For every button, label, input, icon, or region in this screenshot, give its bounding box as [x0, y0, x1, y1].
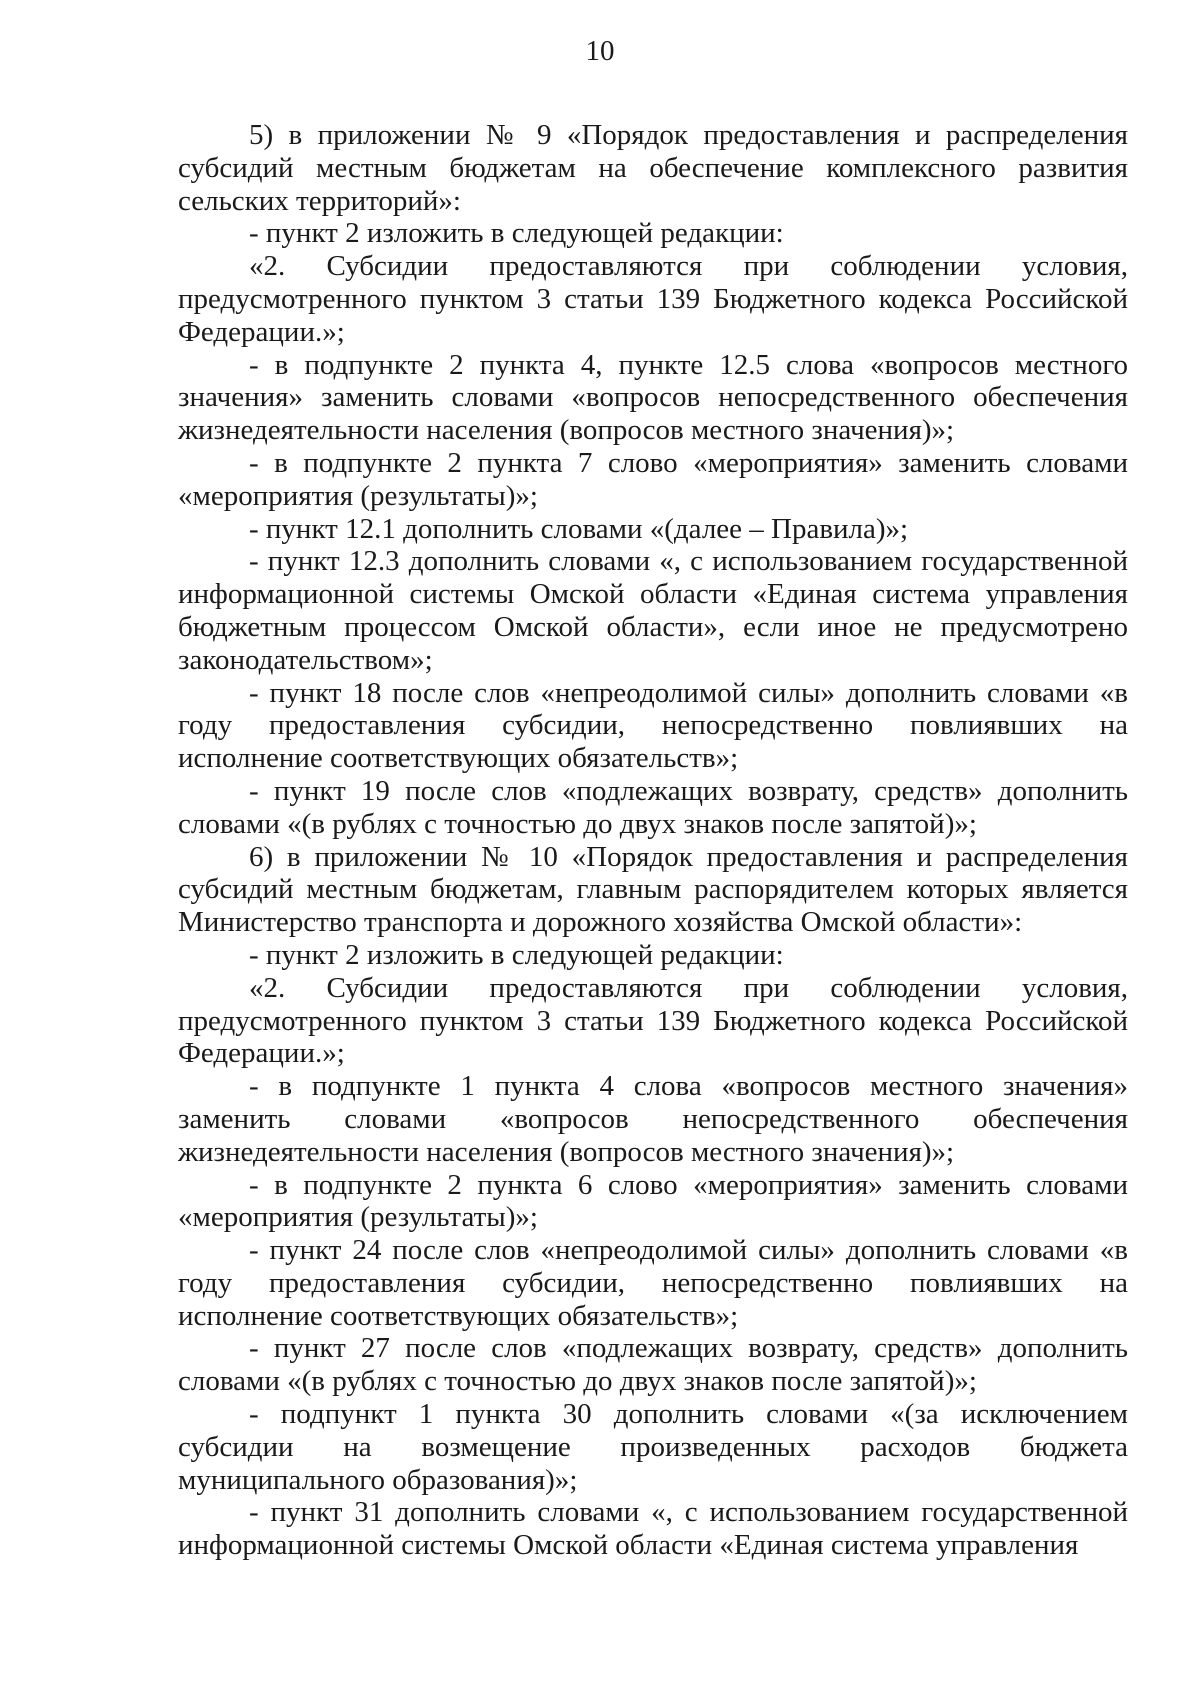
- paragraph-amendment: - пункт 18 после слов «непреодолимой силы» дополнить словами «в году предоставления субсидии, непосредственно повлиявших на исполнение соответствующих обязательств»;: [178, 676, 1128, 775]
- paragraph-amendment: - пункт 12.1 дополнить словами «(далее – Правила)»;: [249, 512, 909, 545]
- paragraph-amendment: - в подпункте 1 пункта 4 слова «вопросов местного значения» заменить словами «вопросов непосредственного обеспечения жизнедеятельности населения (вопросов местного значения)»;: [178, 1070, 1128, 1168]
- paragraph-point-2-intro: - пункт 2 изложить в следующей редакции:: [249, 938, 784, 971]
- paragraph-amendment: - пункт 12.3 дополнить словами «, с использованием государственной информационной системы Омской области «Единая система управления бюджетным процессом Омской области», если иное не предусмотрено законодательством»;: [178, 545, 1128, 676]
- paragraph-amendment: - в подпункте 2 пункта 6 слово «мероприятия» заменить словами «мероприятия (результаты)»;: [178, 1168, 1128, 1234]
- paragraph-amendment: - пункт 27 после слов «подлежащих возврату, средств» дополнить словами «(в рублях с точностью до двух знаков после запятой)»;: [178, 1332, 1128, 1398]
- paragraph-amendment: - пункт 31 дополнить словами «, с использованием государственной информационной системы Омской области «Единая система управления: [178, 1496, 1128, 1562]
- page-number: 10: [585, 35, 615, 67]
- paragraph-item-5: 5) в приложении № 9 «Порядок предоставления и распределения субсидий местным бюджетам на обеспечение комплексного развития сельских территорий»:: [178, 119, 1128, 217]
- paragraph-amendment: - пункт 19 после слов «подлежащих возврату, средств» дополнить словами «(в рублях с точностью до двух знаков после запятой)»;: [178, 774, 1128, 840]
- paragraph-amendment: - пункт 24 после слов «непреодолимой силы» дополнить словами «в году предоставления субсидии, непосредственно повлиявших на исполнение соответствующих обязательств»;: [178, 1234, 1128, 1332]
- paragraph-point-2-text: «2. Субсидии предоставляются при соблюдении условия, предусмотренного пунктом 3 статьи 139 Бюджетного кодекса Российской Федерации.»;: [178, 971, 1128, 1070]
- paragraph-item-6: 6) в приложении № 10 «Порядок предоставления и распределения субсидий местным бюджетам, главным распорядителем которых является Министерство транспорта и дорожного хозяйства Омской области»:: [178, 840, 1128, 939]
- paragraph-amendment: - подпункт 1 пункта 30 дополнить словами «(за исключением субсидии на возмещение произведенных расходов бюджета муниципального образования)»;: [178, 1398, 1128, 1496]
- paragraph-point-2-text: «2. Субсидии предоставляются при соблюдении условия, предусмотренного пунктом 3 статьи 139 Бюджетного кодекса Российской Федерации.»;: [178, 250, 1128, 348]
- paragraph-amendment: - в подпункте 2 пункта 4, пункте 12.5 слова «вопросов местного значения» заменить словами «вопросов непосредственного обеспечения жизнедеятельности населения (вопросов местного значения)»;: [178, 348, 1128, 447]
- paragraph-amendment: - в подпункте 2 пункта 7 слово «мероприятия» заменить словами «мероприятия (результаты)»;: [178, 446, 1128, 512]
- document-body: [178, 119, 1128, 1562]
- paragraph-point-2-intro: - пункт 2 изложить в следующей редакции:: [249, 217, 784, 250]
